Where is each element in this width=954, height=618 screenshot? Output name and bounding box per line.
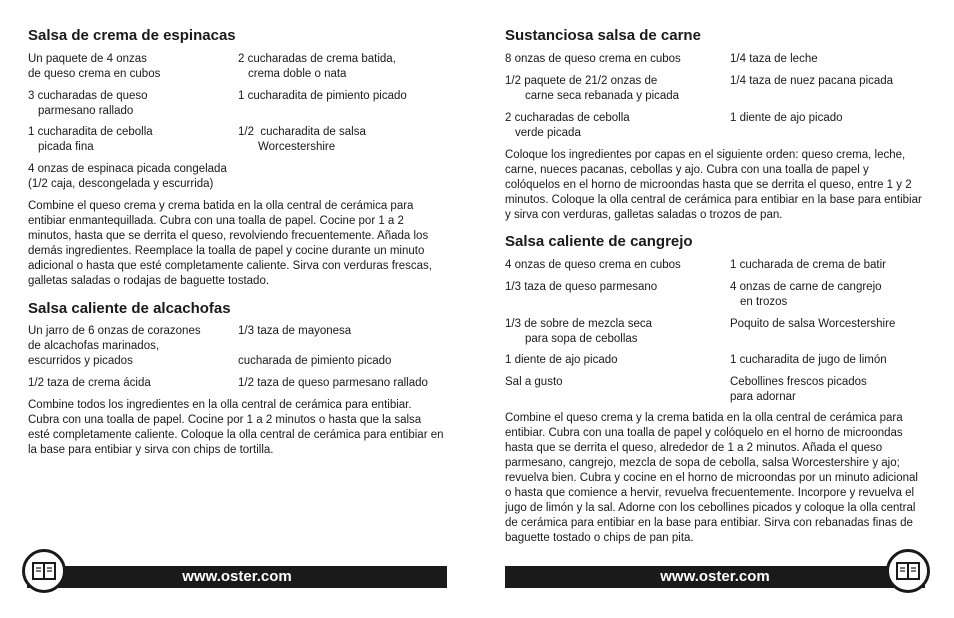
ingredient: 1/4 taza de leche [730,53,818,65]
recipe-title: Salsa caliente de cangrejo [505,233,693,250]
ingredient: 1/2 taza de queso parmesano rallado [238,377,428,389]
footer-url[interactable]: www.oster.com [27,566,447,588]
ingredient: Cebollines frescos picados para adornar [730,376,867,403]
ingredient: 1 cucharadita de cebolla picada fina [28,126,153,153]
ingredient: 1 cucharadita de pimiento picado [238,90,407,102]
recipe-directions: Combine el queso crema y crema batida en la olla central de cerámica para entibiar enmantequillada. Cubra con una toalla de papel. Cocine por 1 a 2 minutos, hasta que se derrita el queso, revolviendo frecuentemente. Añada los demás ingredientes. Reemplace la toalla de papel y cocine durante un minuto adicional o hasta que esté completamente caliente. Sirva con verduras frescas, galletas saladas o rodajas de baguette tostado. [28,200,432,287]
ingredient: 1/2 paquete de 21/2 onzas de carne seca rebanada y picada [505,75,680,102]
ingredient: 1 diente de ajo picado [505,354,618,366]
ingredient: 4 onzas de carne de cangrejo en trozos [730,281,882,308]
ingredient: 3 cucharadas de queso parmesano rallado [28,90,148,117]
ingredient: 4 onzas de queso crema en cubos [505,259,681,271]
ingredient: 8 onzas de queso crema en cubos [505,53,681,65]
book-icon [886,549,930,593]
book-icon [22,549,66,593]
ingredient: cucharada de pimiento picado [238,355,392,367]
recipe-title: Salsa caliente de alcachofas [28,300,231,317]
ingredient: 1/2 taza de crema ácida [28,377,151,389]
recipe-directions: Combine el queso crema y la crema batida en la olla central de cerámica para entibiar. Cubra con una toalla de papel y colóquelo en el horno de microondas hasta que se derrita el queso, alrededor de 1 a 2 minutos. Añada el queso parmesano, cangrejo, mezcla de sopa de cebolla, salsa Worcestershire y ajo; revuelva bien. Cubra y cocine en el horno de microondas por un minuto adicional o hasta que comience a hervir, revuelva frecuentemente. Incorpore y revuelva el jugo de limón y la sal. Adorne con los cebollines picados y coloque la olla central de cerámica para entibiar en la base para entibiar. Sirva con rebanadas finas de baguette tostado o chips de pan pita. [505,412,918,544]
ingredient: 1/2 cucharadita de salsa Worcestershire [238,126,366,153]
ingredient: 1/3 taza de queso parmesano [505,281,658,293]
ingredient: Un jarro de 6 onzas de corazones de alcachofas marinados, escurridos y picados [28,325,201,367]
ingredient: 1/4 taza de nuez pacana picada [730,75,894,87]
ingredient: 1 cucharada de crema de batir [730,259,886,271]
ingredient: Sal a gusto [505,376,563,388]
ingredient: Poquito de salsa Worcestershire [730,318,896,330]
ingredient: 1/3 taza de mayonesa [238,325,352,337]
ingredient: 2 cucharadas de crema batida, crema doble o nata [238,53,396,80]
ingredient: Un paquete de 4 onzas de queso crema en cubos [28,53,161,80]
recipe-title: Sustanciosa salsa de carne [505,27,701,44]
ingredient: 1 diente de ajo picado [730,112,843,124]
recipe-directions: Combine todos los ingredientes en la olla central de cerámica para entibiar. Cubra con una toalla de papel. Cocine por 1 a 2 minutos o hasta que la salsa esté completamente caliente. Coloque la olla central de cerámica para entibiar en la base para entibiar y sirva con chips de tortilla. [28,399,444,456]
footer-url[interactable]: www.oster.com [505,566,925,588]
ingredient: 4 onzas de espinaca picada congelada (1/2 caja, descongelada y escurrida) [28,163,227,190]
ingredient: 2 cucharadas de cebolla verde picada [505,112,630,139]
ingredient: 1/3 de sobre de mezcla seca para sopa de cebollas [505,318,653,345]
recipe-title: Salsa de crema de espinacas [28,27,236,44]
ingredient: 1 cucharadita de jugo de limón [730,354,887,366]
recipe-directions: Coloque los ingredientes por capas en el siguiente orden: queso crema, leche, carne, nueces pacanas, cebollas y ajo. Cubra con una toalla de papel y colóquelos en el horno de microondas hasta que se derrita el queso, entre 1 y 2 minutos. Coloque la olla central de cerámica para entibiar en la base para entibiar y sirva con verduras, galletas saladas o trozos de pan. [505,149,922,221]
